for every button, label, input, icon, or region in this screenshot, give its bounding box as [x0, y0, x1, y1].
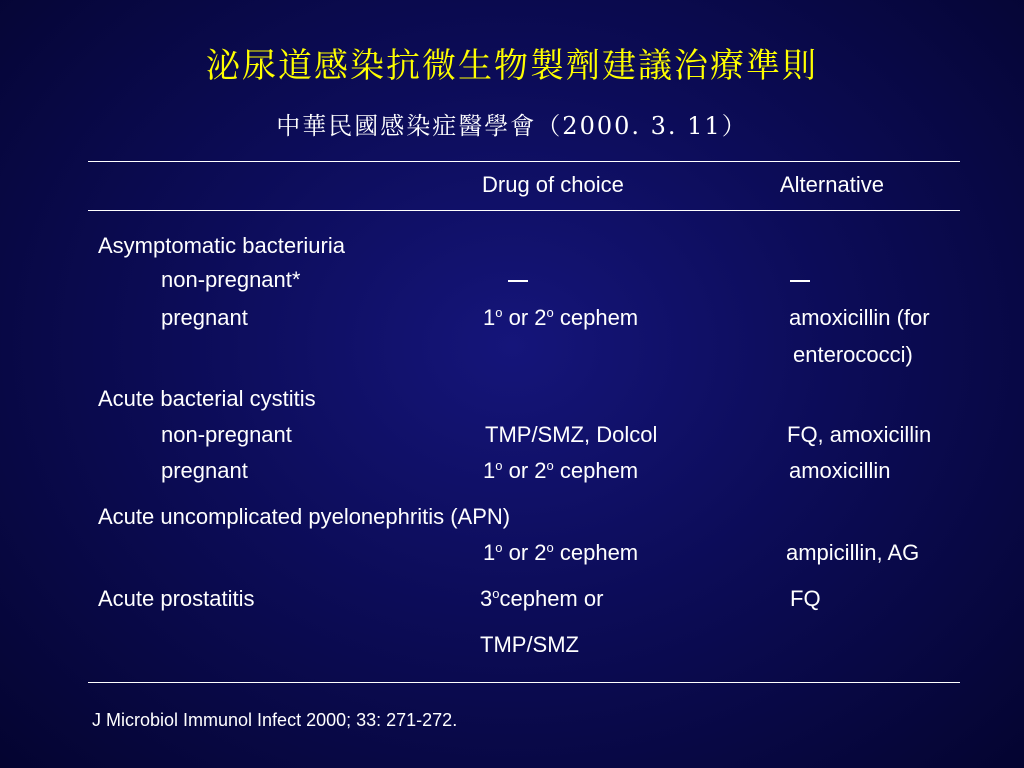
- table-bottom-rule: [88, 682, 960, 683]
- section-title-acute-uncomplicated-pyelonephritis: Acute uncomplicated pyelonephritis (APN): [98, 504, 511, 529]
- alternative-none-dash: [790, 280, 810, 282]
- alternative-cell-continuation: enterococci): [793, 342, 913, 367]
- row-label-pregnant: pregnant: [161, 458, 248, 483]
- drug-of-choice-cell: 1$^o$ or 2$^o$ cephem: [483, 458, 639, 483]
- citation-footnote: J Microbiol Immunol Infect 2000; 33: 271-272.: [92, 710, 458, 730]
- column-header-alternative: Alternative: [780, 172, 884, 197]
- drug-of-choice-cell: 3$^o$cephem or: [480, 586, 604, 611]
- table-top-rule: [88, 161, 960, 162]
- alternative-cell: ampicillin, AG: [786, 540, 920, 565]
- table-header-rule: [88, 210, 960, 211]
- drug-of-choice-cell: 1$^o$ or 2$^o$ cephem: [483, 305, 639, 330]
- drug-of-choice-cell-continuation: TMP/SMZ: [480, 632, 579, 657]
- alternative-cell: FQ, amoxicillin: [787, 422, 932, 447]
- row-label-non-pregnant: non-pregnant: [161, 422, 292, 447]
- section-title-acute-bacterial-cystitis: Acute bacterial cystitis: [98, 386, 316, 411]
- section-title-asymptomatic-bacteriuria: Asymptomatic bacteriuria: [98, 233, 345, 258]
- slide-title: 泌尿道感染抗微生物製劑建議治療準則: [206, 46, 818, 86]
- alternative-cell: amoxicillin (for: [789, 305, 930, 330]
- drug-of-choice-cell: 1$^o$ or 2$^o$ cephem: [483, 540, 639, 565]
- drug-of-choice-none-dash: [508, 280, 528, 282]
- row-label-non-pregnant: non-pregnant*: [161, 267, 301, 292]
- row-label-pregnant: pregnant: [161, 305, 248, 330]
- section-title-acute-prostatitis: Acute prostatitis: [98, 586, 255, 611]
- alternative-cell: amoxicillin: [789, 458, 891, 483]
- slide-subtitle: 中華民國感染症醫學會（2000. 3. 11）: [276, 112, 748, 140]
- alternative-cell: FQ: [790, 586, 821, 611]
- drug-of-choice-cell: TMP/SMZ, Dolcol: [485, 422, 658, 447]
- column-header-drug-of-choice: Drug of choice: [482, 172, 624, 197]
